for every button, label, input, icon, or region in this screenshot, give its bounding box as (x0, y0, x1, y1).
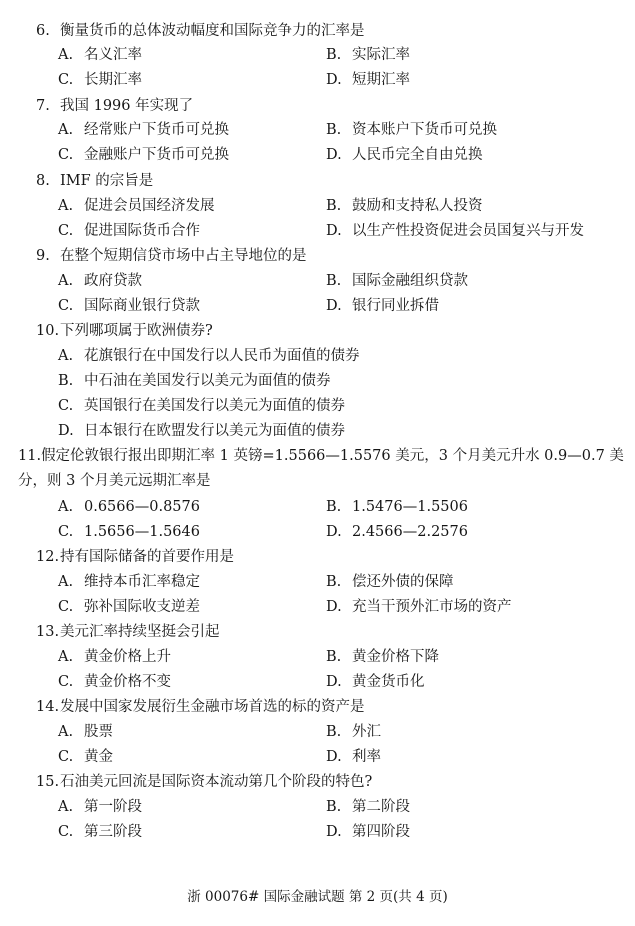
option-c: C. 英国银行在美国发行以美元为面值的债券 (58, 398, 345, 414)
option-a: A. 政府贷款 (58, 273, 142, 289)
option-d: D. 以生产性投资促进会员国复兴与开发 (326, 223, 584, 239)
question-13 (36, 620, 626, 644)
option-b: B. 第二阶段 (326, 799, 410, 815)
option-d: D. 利率 (326, 749, 381, 765)
option-b: B. 中石油在美国发行以美元为面值的债券 (58, 373, 331, 389)
option-b: B. 鼓励和支持私人投资 (326, 198, 483, 214)
question-6 (36, 19, 626, 43)
question-number: 14. (36, 699, 60, 715)
option-b: B. 国际金融组织贷款 (326, 273, 468, 289)
option-c: C. 国际商业银行贷款 (58, 298, 200, 314)
option-d: D. 充当干预外汇市场的资产 (326, 599, 512, 615)
option-a: A. 花旗银行在中国发行以人民币为面值的债券 (58, 348, 360, 364)
option-a: A. 促进会员国经济发展 (58, 198, 215, 214)
option-c: C. 1.5656—1.5646 (58, 524, 200, 540)
question-text: IMF 的宗旨是 (60, 173, 154, 189)
question-9 (36, 244, 626, 268)
option-b: B. 资本账户下货币可兑换 (326, 122, 497, 138)
option-d: D. 银行同业拆借 (326, 298, 439, 314)
option-d: D. 日本银行在欧盟发行以美元为面值的债券 (58, 423, 345, 439)
option-c: C. 黄金价格不变 (58, 674, 171, 690)
question-11 (18, 444, 626, 494)
question-text: 石油美元回流是国际资本流动第几个阶段的特色? (60, 774, 373, 790)
question-number: 15. (36, 774, 60, 790)
question-number: 9. (36, 248, 50, 264)
question-number: 10. (36, 323, 60, 339)
option-b: B. 偿还外债的保障 (326, 574, 454, 590)
question-8 (36, 169, 626, 193)
option-b: B. 1.5476—1.5506 (326, 499, 468, 515)
question-text: 假定伦敦银行报出即期汇率 1 英镑=1.5566—1.5576 美元，3 个月美元升水 0.9—0.7 美分，则 3 个月美元远期汇率是 (18, 448, 624, 489)
question-7 (36, 94, 626, 118)
question-number: 11. (18, 448, 42, 464)
option-a: A. 第一阶段 (58, 799, 142, 815)
option-a: A. 股票 (58, 724, 113, 740)
option-b: B. 实际汇率 (326, 47, 410, 63)
option-a: A. 黄金价格上升 (58, 649, 171, 665)
question-number: 13. (36, 624, 60, 640)
question-15 (36, 770, 626, 794)
question-text: 衡量货币的总体波动幅度和国际竞争力的汇率是 (60, 23, 365, 39)
option-c: C. 第三阶段 (58, 824, 142, 840)
option-a: A. 经常账户下货币可兑换 (58, 122, 229, 138)
question-number: 6. (36, 23, 50, 39)
option-d: D. 2.4566—2.2576 (326, 524, 468, 540)
question-number: 12. (36, 549, 60, 565)
question-10 (36, 319, 626, 343)
option-d: D. 人民币完全自由兑换 (326, 147, 483, 163)
question-14 (36, 695, 626, 719)
option-b: B. 外汇 (326, 724, 381, 740)
option-a: A. 名义汇率 (58, 47, 142, 63)
option-c: C. 促进国际货币合作 (58, 223, 200, 239)
question-text: 在整个短期信贷市场中占主导地位的是 (60, 248, 307, 264)
question-text: 发展中国家发展衍生金融市场首选的标的资产是 (60, 699, 365, 715)
question-text: 我国 1996 年实现了 (60, 98, 194, 114)
question-text: 持有国际储备的首要作用是 (60, 549, 234, 565)
option-a: A. 维持本币汇率稳定 (58, 574, 200, 590)
option-c: C. 金融账户下货币可兑换 (58, 147, 229, 163)
option-b: B. 黄金价格下降 (326, 649, 439, 665)
page-footer: 浙 00076# 国际金融试题 第 2 页(共 4 页) (187, 889, 448, 905)
option-c: C. 长期汇率 (58, 72, 142, 88)
question-text: 下列哪项属于欧洲债券? (60, 323, 213, 339)
option-d: D. 短期汇率 (326, 72, 410, 88)
option-c: C. 黄金 (58, 749, 113, 765)
question-number: 8. (36, 173, 50, 189)
option-d: D. 黄金货币化 (326, 674, 425, 690)
question-number: 7. (36, 98, 50, 114)
option-a: A. 0.6566—0.8576 (58, 499, 200, 515)
question-12 (36, 545, 626, 569)
option-d: D. 第四阶段 (326, 824, 410, 840)
option-c: C. 弥补国际收支逆差 (58, 599, 200, 615)
question-text: 美元汇率持续坚挺会引起 (60, 624, 220, 640)
